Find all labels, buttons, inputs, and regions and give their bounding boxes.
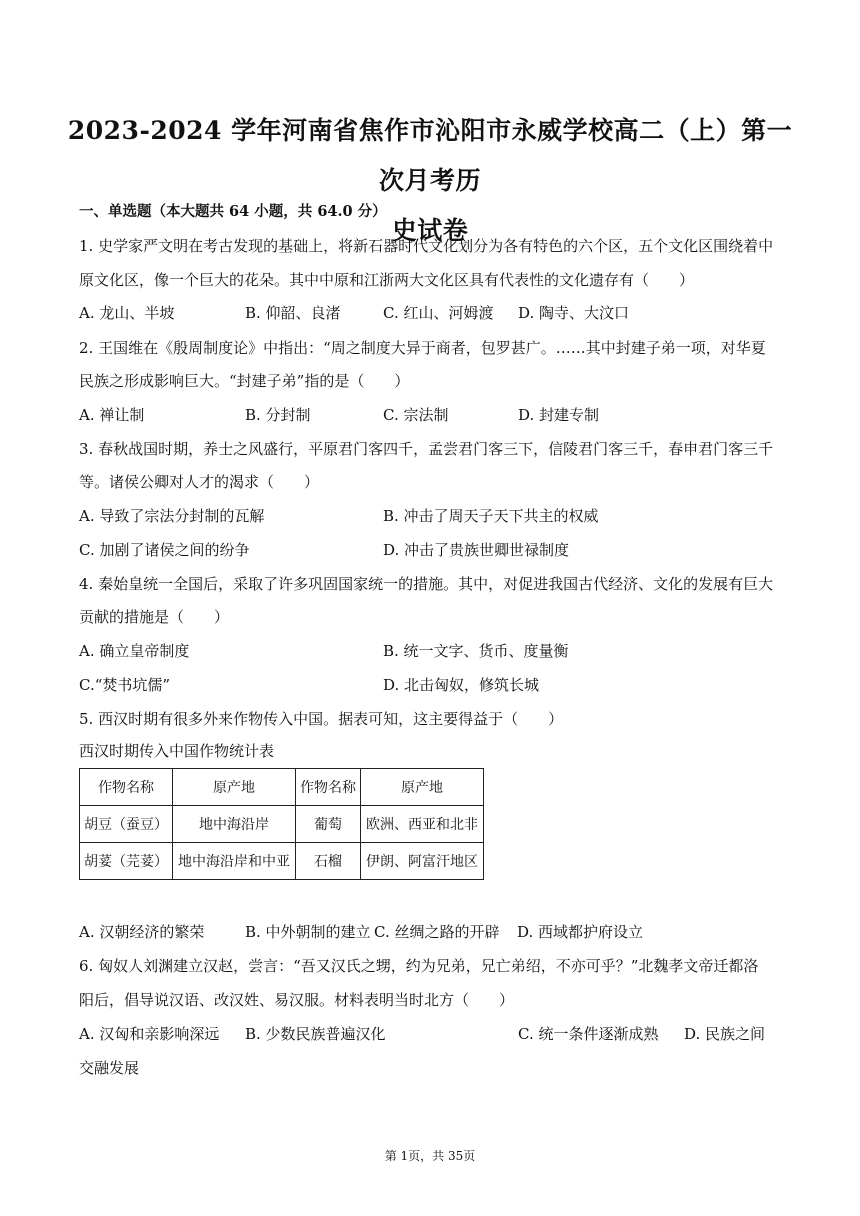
question-4-option-b: B. 统一文字、货币、度量衡 [383,642,569,660]
table-caption: 西汉时期传入中国作物统计表 [79,742,275,760]
question-1-option-c: C. 红山、河姆渡 [383,304,494,322]
question-6-option-a: A. 汉匈和亲影响深远 [79,1025,220,1043]
question-3-line-1: 3. 春秋战国时期，养士之风盛行，平原君门客四千，孟尝君门客三下，信陵君门客三千，春申君门客三千 [79,440,774,458]
question-2-option-d: D. 封建专制 [518,406,600,424]
table-header-cell: 作物名称 [80,769,173,806]
question-4-line-1: 4. 秦始皇统一全国后，采取了许多巩固国家统一的措施。其中，对促进我国古代经济、文化的发展有巨大 [79,575,774,593]
question-6-option-d-wrap: 交融发展 [79,1059,140,1077]
table-header-cell: 作物名称 [296,769,361,806]
table-cell: 葡萄 [296,806,361,843]
question-5-option-c: C. 丝绸之路的开辟 [374,923,500,941]
page-title [60,106,800,256]
question-6-line-1: 6. 匈奴人刘渊建立汉赵，尝言：“吾又汉氏之甥，约为兄弟，兄亡弟绍，不亦可乎？”北魏孝文帝迁都洛 [79,957,759,975]
table-cell: 地中海沿岸和中亚 [173,843,296,880]
question-2-option-a: A. 禅让制 [79,406,145,424]
question-2-option-c: C. 宗法制 [383,406,449,424]
table-cell: 胡荽（芫荽） [80,843,173,880]
table-header-cell: 原产地 [173,769,296,806]
section-heading: 一、单选题（本大题共 64 小题，共 64.0 分） [79,203,387,220]
table-cell: 欧洲、西亚和北非 [361,806,484,843]
crops-table [79,768,484,880]
question-1-line-2: 原文化区，像一个巨大的花朵。其中中原和江浙两大文化区具有代表性的文化遗存有（ ） [79,271,695,289]
question-5-option-d: D. 西域都护府设立 [517,923,644,941]
question-1-option-d: D. 陶寺、大汶口 [518,304,630,322]
question-2-option-b: B. 分封制 [245,406,311,424]
table-header-row [80,769,484,806]
page-footer: 第 1页，共 35页 [384,1149,476,1163]
question-6-line-2: 阳后，倡导说汉语、改汉姓、易汉服。材料表明当时北方（ ） [79,991,515,1009]
question-4-option-a: A. 确立皇帝制度 [79,642,190,660]
question-4-option-d: D. 北击匈奴，修筑长城 [383,676,540,694]
question-5-line-1: 5. 西汉时期有很多外来作物传入中国。据表可知，这主要得益于（ ） [79,710,564,728]
question-3-option-a: A. 导致了宗法分封制的瓦解 [79,507,265,525]
table-header-cell: 原产地 [361,769,484,806]
question-6-option-c: C. 统一条件逐渐成熟 [518,1025,659,1043]
question-4-line-2: 贡献的措施是（ ） [79,608,230,626]
question-1-line-1: 1. 史学家严文明在考古发现的基础上，将新石器时代文化划分为各有特色的六个区，五个文化区围绕着中 [79,237,774,255]
table-cell: 地中海沿岸 [173,806,296,843]
question-2-line-1: 2. 王国维在《殷周制度论》中指出：“周之制度大异于商者，包罗甚广。……其中封建子弟一项，对华夏 [79,339,766,357]
table-cell: 胡豆（蚕豆） [80,806,173,843]
question-1-option-a: A. 龙山、半坡 [79,304,175,322]
table-cell: 石榴 [296,843,361,880]
question-5-option-a: A. 汉朝经济的繁荣 [79,923,205,941]
title-line-1: 2023-2024 学年河南省焦作市沁阳市永威学校高二（上）第一次月考历 [67,116,793,195]
question-3-line-2: 等。诸侯公卿对人才的渴求（ ） [79,473,320,491]
question-4-option-c: C.“焚书坑儒” [79,676,171,694]
question-5-option-b: B. 中外朝制的建立 [245,923,371,941]
title-line-2: 史试卷 [391,216,469,245]
table-cell: 伊朗、阿富汗地区 [361,843,484,880]
question-2-line-2: 民族之形成影响巨大。“封建子弟”指的是（ ） [79,372,410,390]
table-row [80,843,484,880]
question-6-option-d: D. 民族之间 [684,1025,766,1043]
question-3-option-b: B. 冲击了周天子天下共主的权威 [383,507,599,525]
table-row [80,806,484,843]
question-6-option-b: B. 少数民族普遍汉化 [245,1025,386,1043]
question-1-option-b: B. 仰韶、良渚 [245,304,341,322]
question-3-option-c: C. 加剧了诸侯之间的纷争 [79,541,250,559]
question-3-option-d: D. 冲击了贵族世卿世禄制度 [383,541,570,559]
